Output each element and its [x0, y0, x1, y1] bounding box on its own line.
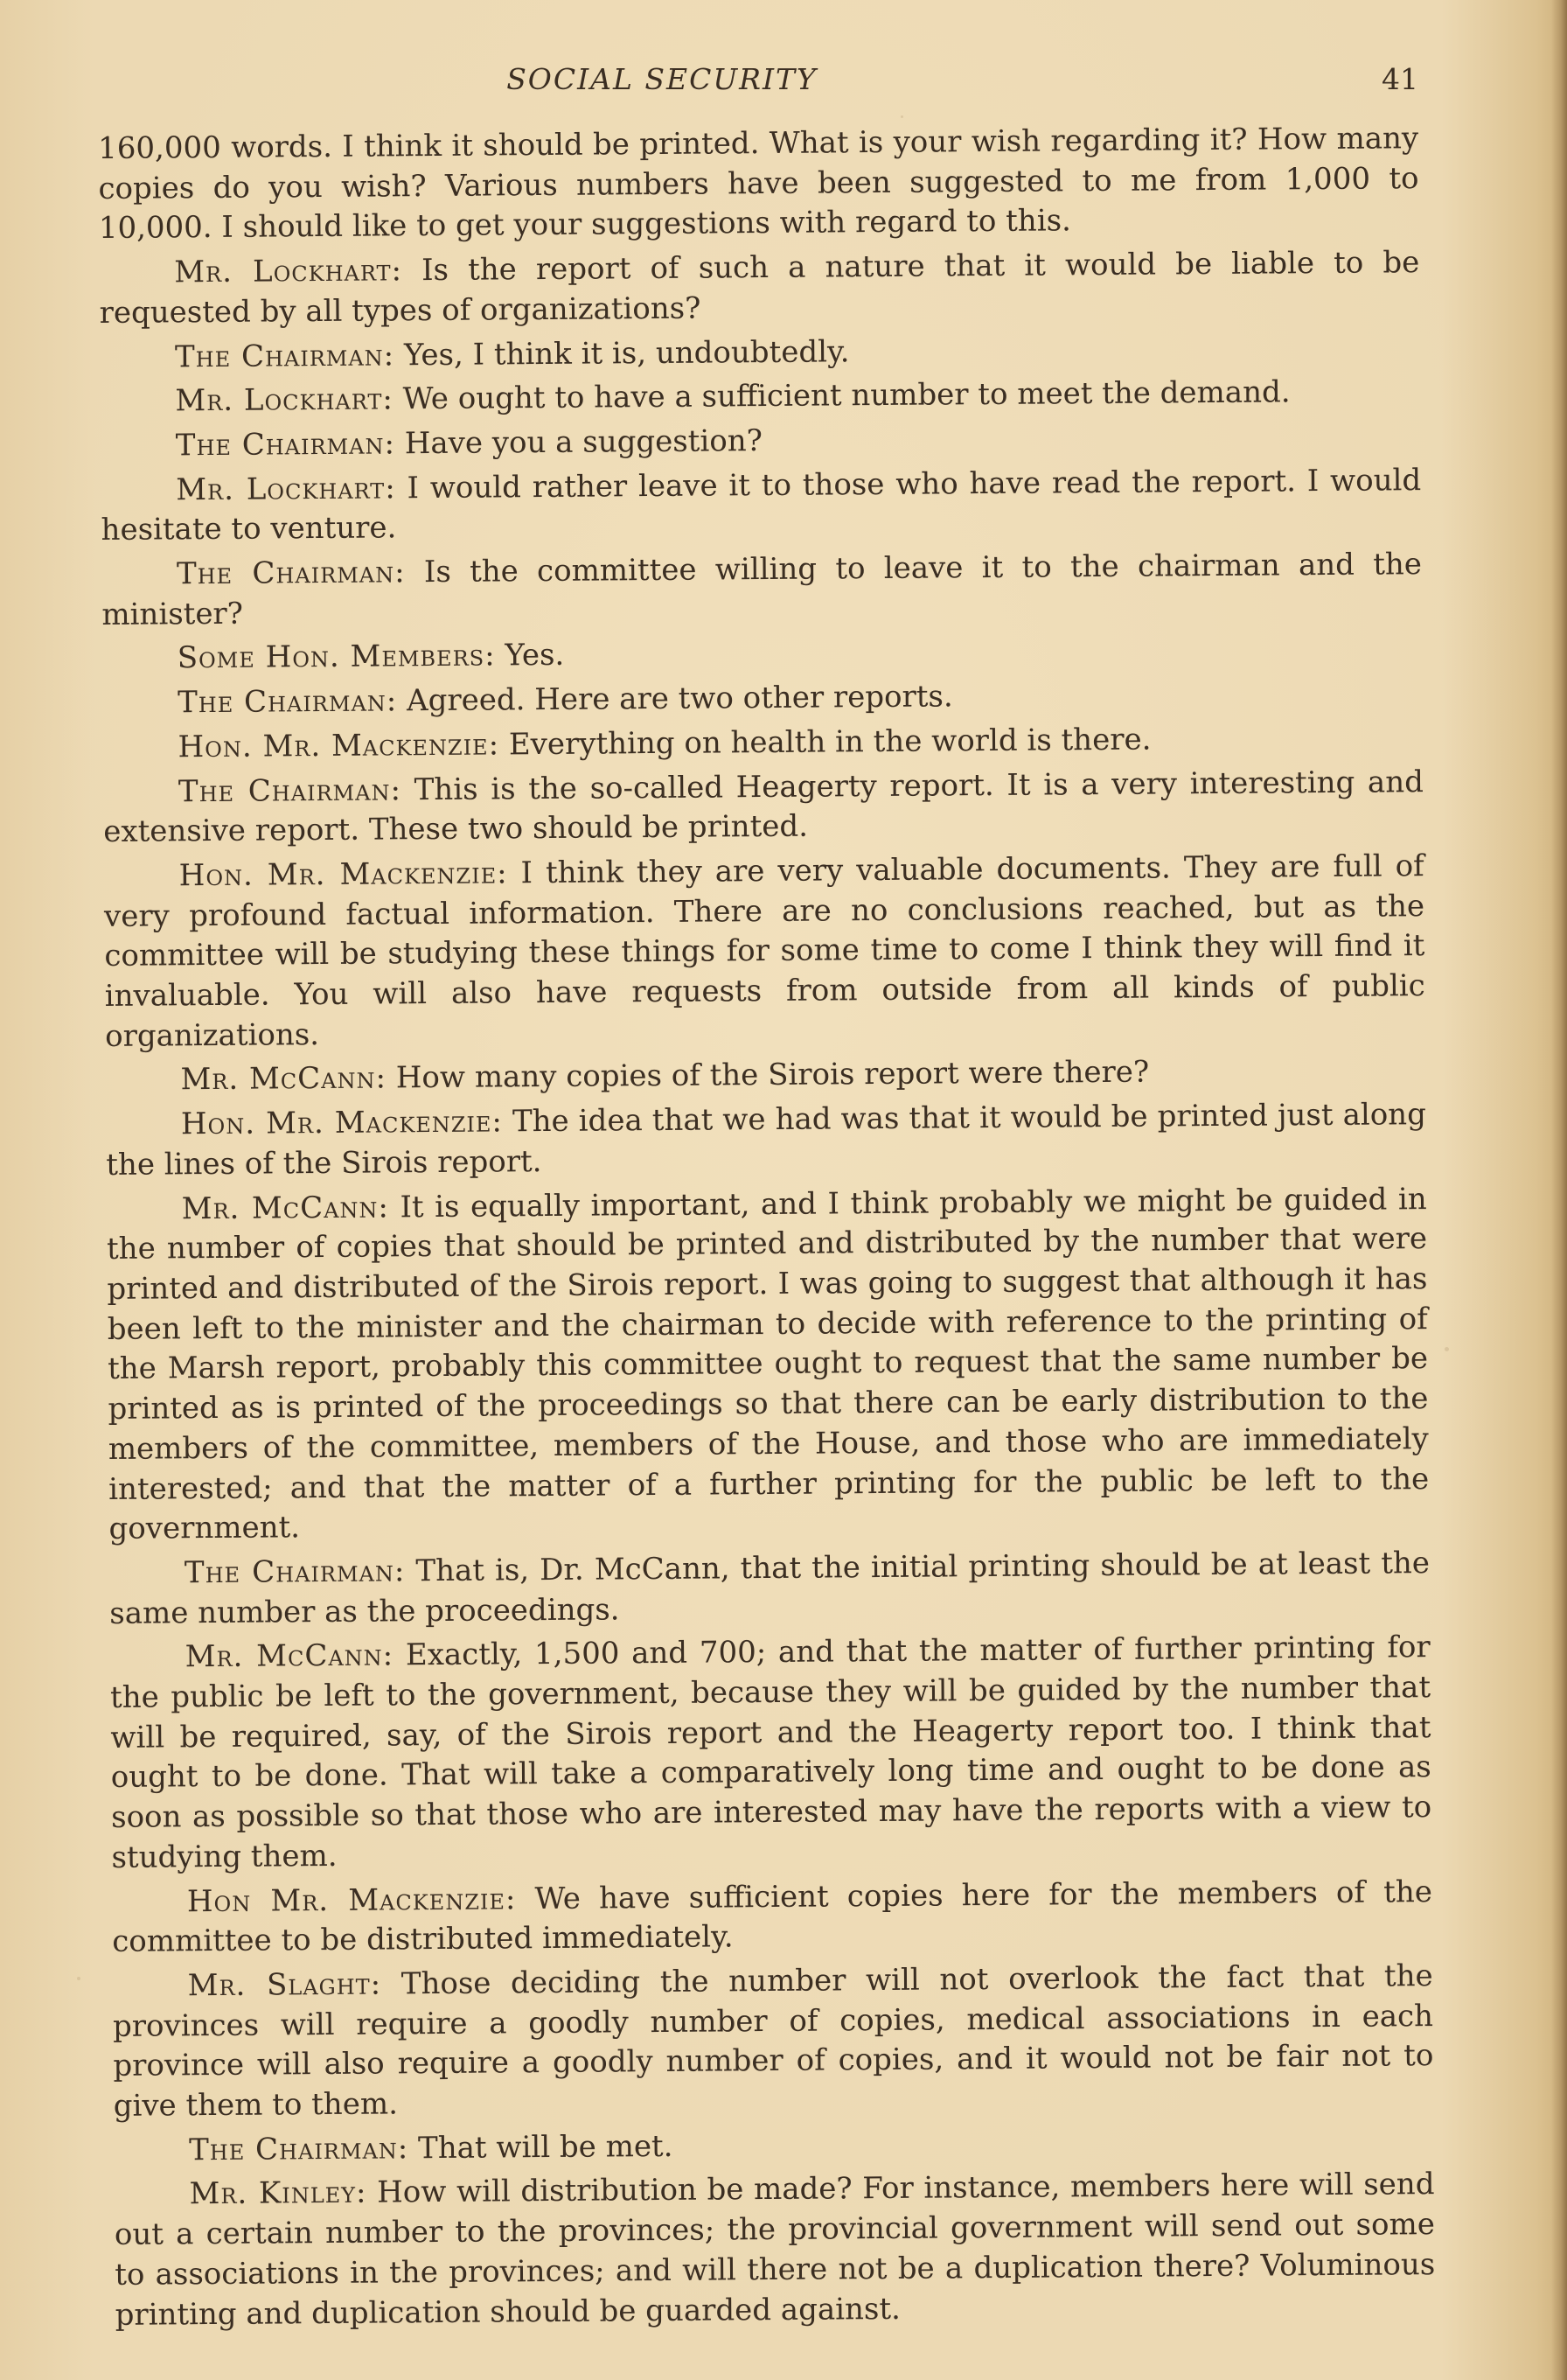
paragraph-text: The idea that we had was that it would be printed just along the lines of the Sirois report.	[106, 1097, 1427, 1183]
speaker-name: Mr. McCann:	[185, 1637, 394, 1675]
speaker-name: Mr. Kinley:	[189, 2175, 367, 2212]
paragraph	[106, 1095, 1427, 1185]
speaker-name: Mr. McCann:	[181, 1190, 390, 1226]
paper-speck	[77, 1977, 80, 1980]
paragraph	[102, 674, 1423, 724]
paragraph	[102, 630, 1423, 680]
paragraph	[100, 328, 1420, 379]
paragraph-text: This is the so-called Heagerty report. It is a very interesting and extensive report. These two should be printed.	[103, 764, 1424, 850]
speaker-name: Mr. Lockhart:	[176, 470, 396, 507]
paragraph-text: Exactly, 1,500 and 700; and that the matter of further printing for the public be left to the government, because they will be guided by the number that will be required, say, of the Sirois report and the Heagerty report too. I think that ought to be done. That will take a comparatively long time and ought to be done as soon as possible so that those who are interested may have the reports with a view to studying them.	[109, 1630, 1432, 1875]
paragraph	[99, 243, 1420, 333]
running-title: SOCIAL SECURITY	[506, 62, 818, 96]
speaker-name: Hon. Mr. Mackenzie:	[180, 1104, 504, 1142]
paragraph-text: Yes, I think it is, undoubtedly.	[403, 333, 850, 373]
paragraph-text: It is equally important, and I think probably we might be guided in the number of copies that should be printed and distributed by the number that were printed and distributed of the Sirois report. I was going to suggest that although it has been left to the minister and the chairman to decide with reference to the printing of the Marsh report, probably this committee ought to request that the same number be printed as is printed of the proceedings so that there can be early distribution to the members of the committee, members of the House, and those who are immediately interested; and that the matter of a further printing for the public be left to the government.	[106, 1181, 1430, 1547]
speaker-name: Mr. Lockhart:	[175, 381, 394, 419]
speaker-name: Mr. Slaght:	[187, 1966, 382, 2004]
paragraph	[101, 545, 1423, 635]
paragraph-text: That will be met.	[417, 2128, 673, 2166]
speaker-name: Mr. McCann:	[180, 1060, 387, 1098]
paragraph	[110, 1628, 1432, 1878]
paragraph-text: 160,000 words. I think it should be printed. What is your wish regarding it? How many copies do you wish? Various numbers have been suggested to me from 1,000 to 10,000. I should like to get your suggestions with regard to this.	[98, 121, 1419, 247]
paragraph-text: That is, Dr. McCann, that the initial printing should be at least the same number as the proceedings.	[109, 1545, 1431, 1631]
paragraph-text: Yes.	[505, 638, 565, 674]
page-number: 41	[1382, 62, 1418, 96]
paragraph-text: We ought to have a sufficient number to meet the demand.	[402, 374, 1291, 417]
speaker-name: Hon Mr. Mackenzie:	[186, 1881, 517, 1919]
paragraph	[114, 2166, 1435, 2336]
paragraph-text: Agreed. Here are two other reports.	[406, 679, 953, 719]
paragraph	[100, 372, 1420, 422]
speaker-name: Hon. Mr. Mackenzie:	[178, 855, 508, 894]
paragraph-text: Those deciding the number will not overlook the fact that the provinces will require a goodly number of copies, medical associations in each province will also require a goodly number of copies, and it would not be fair not to give them to them.	[112, 1958, 1434, 2124]
paragraph	[101, 416, 1421, 467]
paper-speck	[1445, 1347, 1449, 1351]
paragraph	[109, 1544, 1431, 1634]
speaker-name: The Chairman:	[176, 555, 406, 592]
paragraph-text: How many copies of the Sirois report were there?	[395, 1055, 1150, 1096]
paragraph	[114, 2121, 1434, 2172]
speaker-name: The Chairman:	[175, 426, 396, 464]
paragraph	[105, 1051, 1425, 1102]
speaker-name: Mr. Lockhart:	[174, 253, 403, 290]
running-head	[98, 58, 1418, 101]
paragraph-text: Have you a suggestion?	[404, 422, 763, 462]
body-text	[98, 119, 1436, 2340]
paragraph-text: Is the committee willing to leave it to the chairman and the minister?	[101, 547, 1423, 632]
paragraph-text: I think they are very valuable documents. They are full of very profound factual information. There are no conclusions reached, but as the committee will be studying these things for some time to come I think they will find it invaluable. You will also have requests from outside from all kinds of public organizations.	[103, 848, 1425, 1054]
paragraph-text: I would rather leave it to those who have read the report. I would hesitate to venture.	[101, 462, 1422, 548]
paragraph	[104, 847, 1426, 1057]
paragraph	[98, 119, 1419, 249]
paragraph-text: Everything on health in the world is there.	[508, 722, 1152, 763]
paragraph-text: How will distribution be made? For instance, members here will send out a certain number to the provinces; the provincial government will send out some to associations in the provinces; and will there not be a duplication there? Voluminous printing and duplication should be guarded against.	[114, 2167, 1436, 2333]
paragraph	[107, 1180, 1430, 1550]
paragraph	[102, 718, 1423, 769]
paragraph-text: We have sufficient copies here for the members of the committee to be distributed immediately.	[112, 1874, 1433, 1960]
paragraph	[103, 763, 1424, 853]
speaker-name: The Chairman:	[178, 771, 402, 809]
speaker-name: Some Hon. Members:	[177, 638, 496, 676]
speaker-name: The Chairman:	[177, 683, 398, 721]
speaker-name: The Chairman:	[174, 337, 395, 374]
paper-speck	[901, 115, 903, 118]
speaker-name: The Chairman:	[188, 2131, 409, 2168]
paragraph-text: Is the report of such a nature that it would be liable to be requested by all types of organizations?	[99, 245, 1420, 331]
page-edge-shadow	[1551, 0, 1567, 2380]
speaker-name: The Chairman:	[184, 1553, 406, 1591]
paragraph	[101, 461, 1422, 551]
paragraph	[113, 1957, 1434, 2127]
paragraph	[112, 1873, 1433, 1963]
speaker-name: Hon. Mr. Mackenzie:	[178, 727, 500, 765]
